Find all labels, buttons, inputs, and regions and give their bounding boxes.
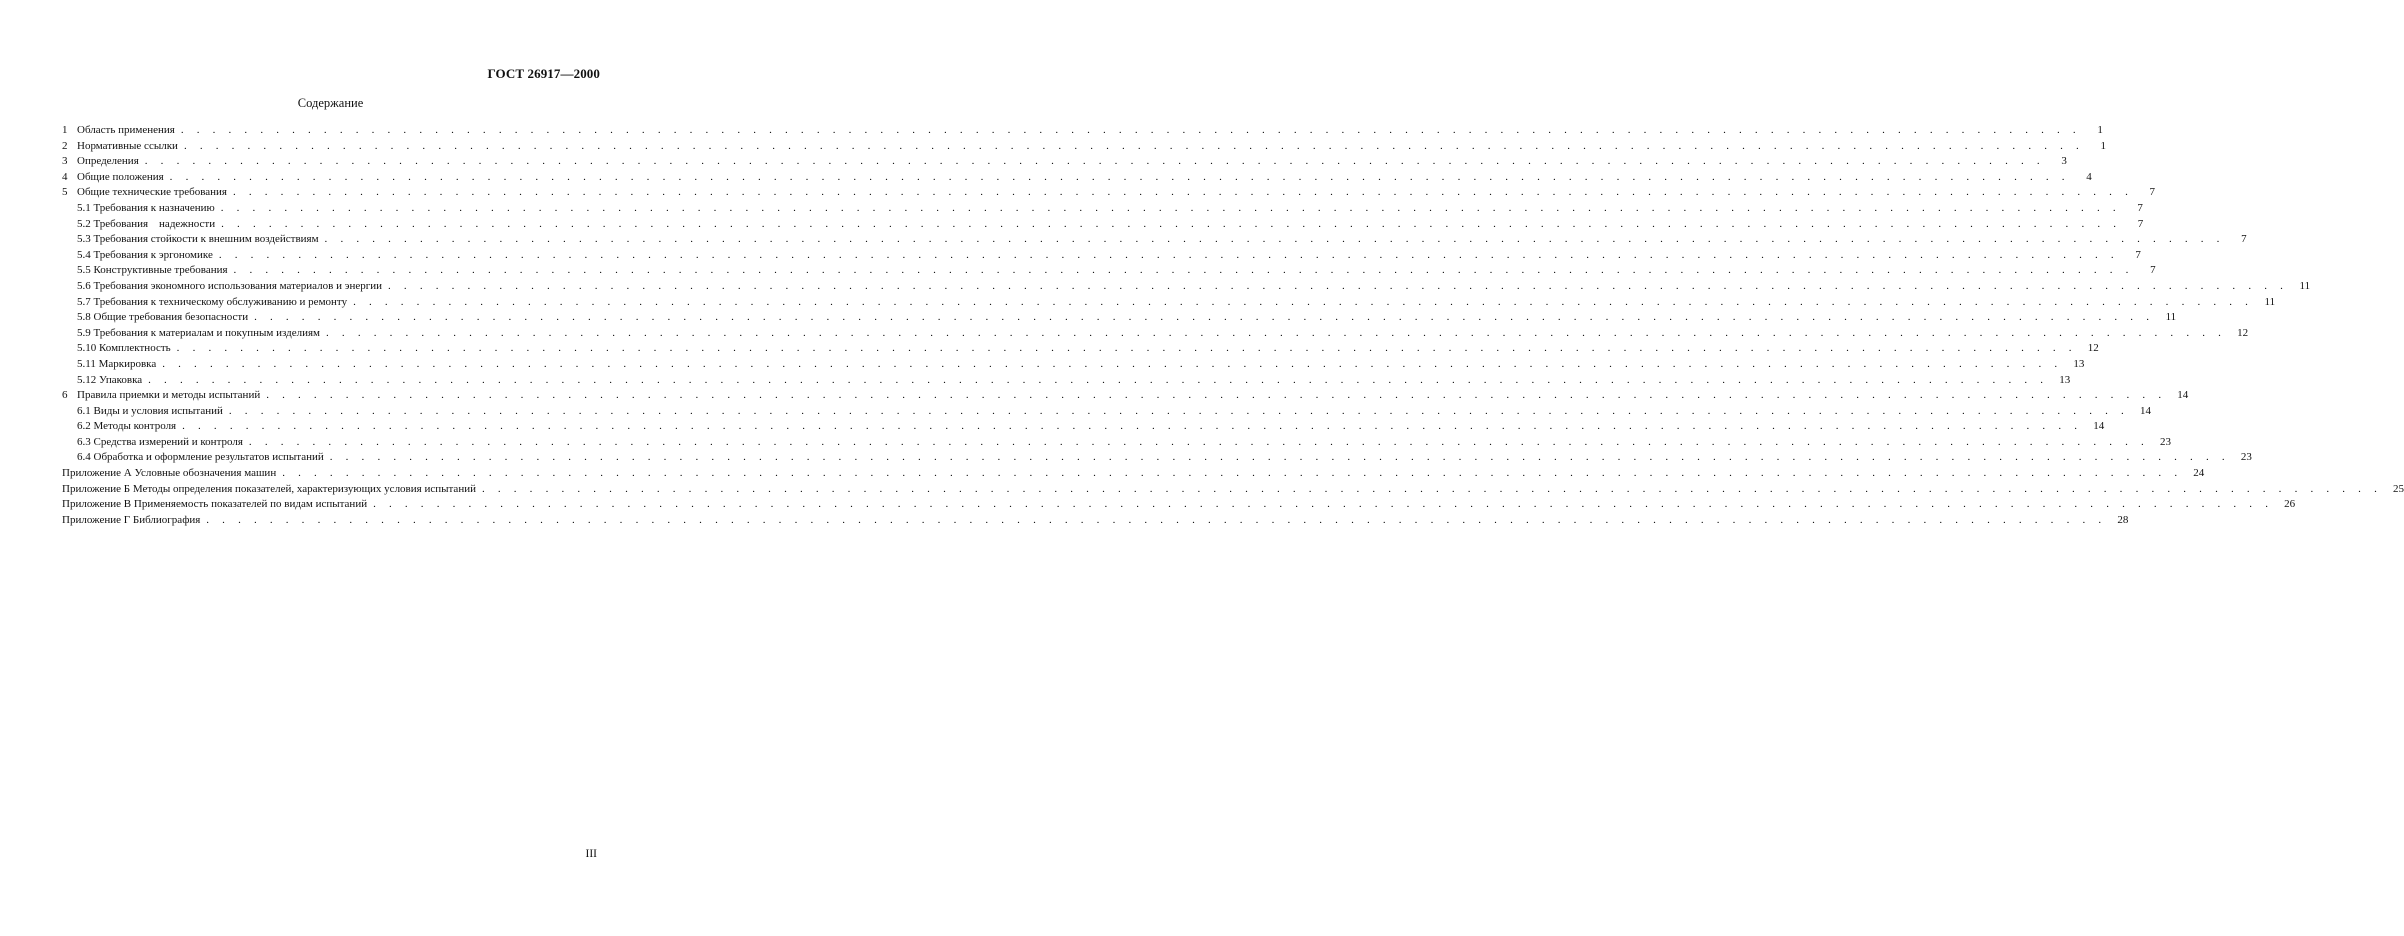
toc-entry-label: 5.3 Требования стойкости к внешним воздействиям xyxy=(77,233,319,246)
toc-entry[interactable] xyxy=(62,497,2296,513)
toc-entry-label: 6.1 Виды и условия испытаний xyxy=(77,404,223,417)
toc-entry-page: 14 xyxy=(2177,389,2189,402)
toc-entry-label: Общие положения xyxy=(77,170,164,183)
toc-entry-number: 4 xyxy=(62,170,68,183)
toc-leader-dots: . . . . . . . . . . . . . . . . . . . . . . . . . . . . . . . . . . . . . . . . . . . . . . . . . . . . . . . . . . . . . . . . . . . . . . . . . . . . . . . . . . . . . . . . . . . . . . . . . . . . . . . . . . . . . . . . . . . . . . . . xyxy=(232,186,2134,199)
toc-entry[interactable] xyxy=(62,170,2092,186)
toc-leader-dots: . . . . . . . . . . . . . . . . . . . . . . . . . . . . . . . . . . . . . . . . . . . . . . . . . . . . . . . . . . . . . . . . . . . . . . . . . . . . . . . . . . . . . . . . . . . . . . . . . . . . . . . . . . . . . . . . . . . . . . . . xyxy=(180,124,2081,136)
toc-entry-page: 24 xyxy=(2193,467,2205,480)
toc-entry[interactable] xyxy=(62,123,2103,139)
toc-leader-dots: . . . . . . . . . . . . . . . . . . . . . . . . . . . . . . . . . . . . . . . . . . . . . . . . . . . . . . . . . . . . . . . . . . . . . . . . . . . . . . . . . . . . . . . . . . . . . . . . . . . . . . . . . . . . . . . . . . . . . . . . xyxy=(228,404,2129,417)
toc-title: Содержание xyxy=(297,96,364,110)
toc-entry-label: 6.3 Средства измерений и контроля xyxy=(77,435,243,448)
toc-leader-dots: . . . . . . . . . . . . . . . . . . . . . . . . . . . . . . . . . . . . . . . . . . . . . . . . . . . . . . . . . . . . . . . . . . . . . . . . . . . . . . . . . . . . . . . . . . . . . . . . . . . . . . . . . . . . . . . . . . . . . . . . xyxy=(329,451,2230,464)
toc-entry-label: 5.12 Упаковка xyxy=(77,373,143,386)
toc-entry[interactable] xyxy=(62,435,2171,451)
toc-entry-page: 23 xyxy=(2159,435,2171,448)
toc-entry[interactable] xyxy=(62,326,2249,342)
toc-entry[interactable] xyxy=(62,279,2311,295)
toc-entry[interactable] xyxy=(62,154,2067,170)
toc-entry-label: Нормативные ссылки xyxy=(77,139,178,152)
table-of-contents xyxy=(62,123,2404,528)
toc-entry-number: 1 xyxy=(62,124,68,136)
toc-leader-dots: . . . . . . . . . . . . . . . . . . . . . . . . . . . . . . . . . . . . . . . . . . . . . . . . . . . . . . . . . . . . . . . . . . . . . . . . . . . . . . . . . . . . . . . . . . . . . . . . . . . . . . . . . . . . . . . . . . . . . . . . xyxy=(144,155,2045,168)
toc-entry-page: 11 xyxy=(2165,311,2177,324)
toc-entry[interactable] xyxy=(62,217,2144,233)
toc-leader-dots: . . . . . . . . . . . . . . . . . . . . . . . . . . . . . . . . . . . . . . . . . . . . . . . . . . . . . . . . . . . . . . . . . . . . . . . . . . . . . . . . . . . . . . . . . . . . . . . . . . . . . . . . . . . . . . . . . . . . . . . . xyxy=(254,311,2155,324)
toc-leader-dots: . . . . . . . . . . . . . . . . . . . . . . . . . . . . . . . . . . . . . . . . . . . . . . . . . . . . . . . . . . . . . . . . . . . . . . . . . . . . . . . . . . . . . . . . . . . . . . . . . . . . . . . . . . . . . . . . . . . . . . . . xyxy=(220,201,2121,214)
toc-leader-dots: . . . . . . . . . . . . . . . . . . . . . . . . . . . . . . . . . . . . . . . . . . . . . . . . . . . . . . . . . . . . . . . . . . . . . . . . . . . . . . . . . . . . . . . . . . . . . . . . . . . . . . . . . . . . . . . . . . . . . . . . xyxy=(206,513,2107,526)
toc-entry-number: 3 xyxy=(62,155,68,168)
toc-entry-page: 26 xyxy=(2284,498,2296,511)
toc-entry[interactable] xyxy=(62,419,2105,435)
toc-entry-label: 6.4 Обработка и оформление результатов испытаний xyxy=(77,451,324,464)
toc-leader-dots: . . . . . . . . . . . . . . . . . . . . . . . . . . . . . . . . . . . . . . . . . . . . . . . . . . . . . . . . . . . . . . . . . . . . . . . . . . . . . . . . . . . . . . . . . . . . . . . . . . . . . . . . . . . . . . . . . . . . . . . . xyxy=(373,498,2274,511)
toc-entry-page: 25 xyxy=(2393,482,2404,495)
toc-leader-dots: . . . . . . . . . . . . . . . . . . . . . . . . . . . . . . . . . . . . . . . . . . . . . . . . . . . . . . . . . . . . . . . . . . . . . . . . . . . . . . . . . . . . . . . . . . . . . . . . . . . . . . . . . . . . . . . . . . . . . . . . xyxy=(248,435,2149,448)
toc-entry-label: Общие технические требования xyxy=(77,186,227,199)
toc-entry-label: 5.9 Требования к материалам и покупным изделиям xyxy=(77,326,321,339)
toc-entry[interactable] xyxy=(62,263,2156,279)
toc-entry-page: 13 xyxy=(2073,357,2085,370)
toc-entry-page: 12 xyxy=(2087,342,2099,355)
toc-entry[interactable] xyxy=(62,373,2071,389)
toc-entry-page: 3 xyxy=(2061,155,2067,168)
toc-entry-page: 4 xyxy=(2086,170,2092,183)
toc-leader-dots: . . . . . . . . . . . . . . . . . . . . . . . . . . . . . . . . . . . . . . . . . . . . . . . . . . . . . . . . . . . . . . . . . . . . . . . . . . . . . . . . . . . . . . . . . . . . . . . . . . . . . . . . . . . . . . . . . . . . . . . . xyxy=(169,170,2070,183)
toc-entry-page: 7 xyxy=(2135,248,2141,261)
toc-entry-page: 7 xyxy=(2150,264,2156,277)
toc-entry-page: 11 xyxy=(2264,295,2276,308)
toc-entry-label: 5.6 Требования экономного использования материалов и энергии xyxy=(77,279,383,292)
toc-entry[interactable] xyxy=(62,295,2276,311)
toc-leader-dots: . . . . . . . . . . . . . . . . . . . . . . . . . . . . . . . . . . . . . . . . . . . . . . . . . . . . . . . . . . . . . . . . . . . . . . . . . . . . . . . . . . . . . . . . . . . . . . . . . . . . . . . . . . . . . . . . . . . . . . . . xyxy=(162,357,2063,370)
toc-entry-page: 1 xyxy=(2097,124,2103,136)
toc-entry-label: Область применения xyxy=(77,124,175,136)
toc-entry-label: Приложение В Применяемость показателей по видам испытаний xyxy=(62,498,368,511)
toc-entry-label: Определения xyxy=(77,155,139,168)
toc-entry-page: 11 xyxy=(2299,279,2311,292)
toc-entry-number: 5 xyxy=(62,186,68,199)
toc-entry-page: 14 xyxy=(2093,420,2105,433)
toc-entry[interactable] xyxy=(62,513,2129,529)
toc-entry-page: 7 xyxy=(2241,233,2247,246)
toc-entry-label: 5.11 Маркировка xyxy=(77,357,157,370)
toc-entry[interactable] xyxy=(62,341,2099,357)
toc-leader-dots: . . . . . . . . . . . . . . . . . . . . . . . . . . . . . . . . . . . . . . . . . . . . . . . . . . . . . . . . . . . . . . . . . . . . . . . . . . . . . . . . . . . . . . . . . . . . . . . . . . . . . . . . . . . . . . . . . . . . . . . . xyxy=(481,482,2383,495)
toc-entry-page: 12 xyxy=(2237,326,2249,339)
toc-entry-label: Приложение А Условные обозначения машин xyxy=(62,467,277,480)
toc-leader-dots: . . . . . . . . . . . . . . . . . . . . . . . . . . . . . . . . . . . . . . . . . . . . . . . . . . . . . . . . . . . . . . . . . . . . . . . . . . . . . . . . . . . . . . . . . . . . . . . . . . . . . . . . . . . . . . . . . . . . . . . . xyxy=(266,389,2167,402)
toc-entry[interactable] xyxy=(62,450,2252,466)
toc-entry[interactable] xyxy=(62,139,2106,155)
toc-entry[interactable] xyxy=(62,185,2156,201)
toc-entry-page: 1 xyxy=(2100,139,2106,152)
toc-entry[interactable] xyxy=(62,466,2205,482)
toc-leader-dots: . . . . . . . . . . . . . . . . . . . . . . . . . . . . . . . . . . . . . . . . . . . . . . . . . . . . . . . . . . . . . . . . . . . . . . . . . . . . . . . . . . . . . . . . . . . . . . . . . . . . . . . . . . . . . . . . . . . . . . . . xyxy=(324,233,2225,246)
page-number: III xyxy=(585,848,597,860)
toc-leader-dots: . . . . . . . . . . . . . . . . . . . . . . . . . . . . . . . . . . . . . . . . . . . . . . . . . . . . . . . . . . . . . . . . . . . . . . . . . . . . . . . . . . . . . . . . . . . . . . . . . . . . . . . . . . . . . . . . . . . . . . . . xyxy=(221,217,2122,230)
toc-leader-dots: . . . . . . . . . . . . . . . . . . . . . . . . . . . . . . . . . . . . . . . . . . . . . . . . . . . . . . . . . . . . . . . . . . . . . . . . . . . . . . . . . . . . . . . . . . . . . . . . . . . . . . . . . . . . . . . . . . . . . . . . xyxy=(326,326,2227,339)
toc-entry[interactable] xyxy=(62,310,2177,326)
toc-entry-number: 6 xyxy=(62,389,68,402)
document-code: ГОСТ 26917—2000 xyxy=(487,66,600,81)
toc-leader-dots: . . . . . . . . . . . . . . . . . . . . . . . . . . . . . . . . . . . . . . . . . . . . . . . . . . . . . . . . . . . . . . . . . . . . . . . . . . . . . . . . . . . . . . . . . . . . . . . . . . . . . . . . . . . . . . . . . . . . . . . . xyxy=(388,279,2289,292)
toc-entry-label: 5.5 Конструктивные требования xyxy=(77,264,228,277)
toc-entry-label: 6.2 Методы контроля xyxy=(77,420,177,433)
toc-entry-label: Приложение Г Библиография xyxy=(62,513,201,526)
toc-entry-page: 14 xyxy=(2139,404,2151,417)
toc-entry-label: 5.10 Комплектность xyxy=(77,342,171,355)
toc-leader-dots: . . . . . . . . . . . . . . . . . . . . . . . . . . . . . . . . . . . . . . . . . . . . . . . . . . . . . . . . . . . . . . . . . . . . . . . . . . . . . . . . . . . . . . . . . . . . . . . . . . . . . . . . . . . . . . . . . . . . . . . . xyxy=(148,373,2049,386)
toc-leader-dots: . . . . . . . . . . . . . . . . . . . . . . . . . . . . . . . . . . . . . . . . . . . . . . . . . . . . . . . . . . . . . . . . . . . . . . . . . . . . . . . . . . . . . . . . . . . . . . . . . . . . . . . . . . . . . . . . . . . . . . . . xyxy=(353,295,2254,308)
toc-entry-page: 23 xyxy=(2240,451,2252,464)
toc-entry-number: 2 xyxy=(62,139,68,152)
toc-entry[interactable] xyxy=(62,201,2143,217)
toc-leader-dots: . . . . . . . . . . . . . . . . . . . . . . . . . . . . . . . . . . . . . . . . . . . . . . . . . . . . . . . . . . . . . . . . . . . . . . . . . . . . . . . . . . . . . . . . . . . . . . . . . . . . . . . . . . . . . . . . . . . . . . . . xyxy=(182,420,2083,433)
toc-entry-label: 5.1 Требования к назначению xyxy=(77,201,215,214)
toc-entry[interactable] xyxy=(62,404,2151,420)
toc-entry-page: 7 xyxy=(2137,217,2144,230)
toc-entry[interactable] xyxy=(62,357,2085,373)
toc-leader-dots: . . . . . . . . . . . . . . . . . . . . . . . . . . . . . . . . . . . . . . . . . . . . . . . . . . . . . . . . . . . . . . . . . . . . . . . . . . . . . . . . . . . . . . . . . . . . . . . . . . . . . . . . . . . . . . . . . . . . . . . . xyxy=(218,248,2119,261)
toc-leader-dots: . . . . . . . . . . . . . . . . . . . . . . . . . . . . . . . . . . . . . . . . . . . . . . . . . . . . . . . . . . . . . . . . . . . . . . . . . . . . . . . . . . . . . . . . . . . . . . . . . . . . . . . . . . . . . . . . . . . . . . . . xyxy=(233,264,2134,277)
toc-entry-label: 5.7 Требования к техническому обслуживанию и ремонту xyxy=(77,295,348,308)
toc-leader-dots: . . . . . . . . . . . . . . . . . . . . . . . . . . . . . . . . . . . . . . . . . . . . . . . . . . . . . . . . . . . . . . . . . . . . . . . . . . . . . . . . . . . . . . . . . . . . . . . . . . . . . . . . . . . . . . . . . . . . . . . . xyxy=(176,342,2077,355)
toc-leader-dots: . . . . . . . . . . . . . . . . . . . . . . . . . . . . . . . . . . . . . . . . . . . . . . . . . . . . . . . . . . . . . . . . . . . . . . . . . . . . . . . . . . . . . . . . . . . . . . . . . . . . . . . . . . . . . . . . . . . . . . . . xyxy=(183,139,2084,152)
toc-entry[interactable] xyxy=(62,232,2247,248)
toc-entry-label: 5.2 Требования надежности xyxy=(77,217,216,230)
toc-entry-page: 13 xyxy=(2059,373,2071,386)
toc-entry[interactable] xyxy=(62,482,2404,498)
toc-entry-page: 28 xyxy=(2117,513,2129,526)
toc-entry-page: 7 xyxy=(2137,201,2143,214)
toc-entry[interactable] xyxy=(62,248,2141,264)
toc-entry-label: Правила приемки и методы испытаний xyxy=(77,389,261,402)
toc-entry-label: 5.8 Общие требования безопасности xyxy=(77,311,249,324)
toc-leader-dots: . . . . . . . . . . . . . . . . . . . . . . . . . . . . . . . . . . . . . . . . . . . . . . . . . . . . . . . . . . . . . . . . . . . . . . . . . . . . . . . . . . . . . . . . . . . . . . . . . . . . . . . . . . . . . . . . . . . . . . . . xyxy=(282,467,2183,480)
toc-entry[interactable] xyxy=(62,388,2189,404)
toc-entry-label: 5.4 Требования к эргономике xyxy=(77,248,213,261)
toc-entry-page: 7 xyxy=(2149,186,2156,199)
toc-entry-label: Приложение Б Методы определения показателей, характеризующих условия испытаний xyxy=(62,482,476,495)
